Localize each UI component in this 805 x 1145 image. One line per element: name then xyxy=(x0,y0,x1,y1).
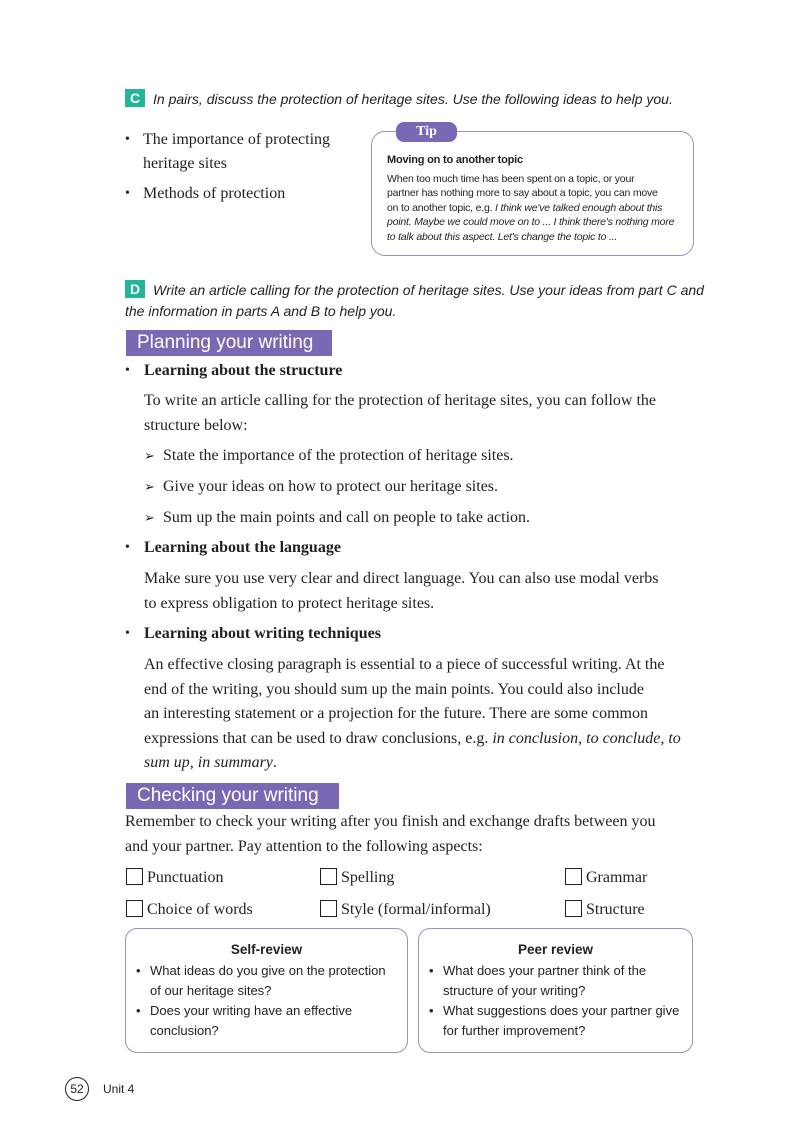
checklist-item[interactable]: Structure xyxy=(565,898,645,923)
list-text: What ideas do you give on the protection xyxy=(150,963,386,978)
text-line: structure below: xyxy=(144,416,248,434)
text-plain: . xyxy=(272,754,277,771)
text-line: and your partner. Pay attention to the following aspects: xyxy=(125,837,483,855)
tip-line: When too much time has been spent on a topic, or your xyxy=(387,172,635,185)
list-text: What suggestions does your partner give xyxy=(443,1003,680,1018)
arrow-icon: ➢ xyxy=(144,510,155,525)
tip-line: point. Maybe we could move on to ... I think there's nothing more xyxy=(387,216,675,228)
bullet-text: The importance of protecting xyxy=(143,131,331,148)
peer-review-title: Peer review xyxy=(517,942,594,957)
section-c-bullet-1: • The importance of protecting heritage sites xyxy=(125,128,365,176)
text-line: end of the writing, you should sum up the main points. You could also include xyxy=(144,680,644,698)
text-line xyxy=(144,727,724,752)
text-line: an interesting statement or a projection for the future. There are some common xyxy=(144,705,648,722)
list-text: conclusion? xyxy=(150,1023,219,1038)
tip-label: Tip xyxy=(396,122,457,142)
list-text: of our heritage sites? xyxy=(150,983,272,998)
arrow-icon: ➢ xyxy=(144,448,155,463)
bullet-text: Methods of protection xyxy=(143,185,286,202)
checkbox[interactable] xyxy=(126,900,143,917)
tip-line: partner has nothing more to say about a topic, you can move xyxy=(387,187,658,199)
structure-block: • Learning about the structure xyxy=(125,362,343,379)
section-d-instruction: D Write an article calling for the protection of heritage sites. Use your ideas from part C and the information in parts A and B to help you. xyxy=(125,281,704,319)
tip-line: to talk about this aspect. Let's change the topic to ... xyxy=(387,230,618,243)
checkbox[interactable] xyxy=(565,868,582,885)
checkbox[interactable] xyxy=(565,900,582,917)
list-item: • What does your partner think of the structure of your writing? xyxy=(419,961,692,1001)
bullet-text: heritage sites xyxy=(143,155,227,172)
text-line: To write an article calling for the protection of heritage sites, you can follow the xyxy=(144,392,657,409)
tip-content xyxy=(387,153,687,244)
checklist-item[interactable]: Style (formal/informal) xyxy=(320,898,491,923)
structure-text xyxy=(144,389,724,438)
language-text xyxy=(144,567,724,616)
list-text: for further improvement? xyxy=(443,1023,586,1038)
tip-text: on to another topic, e.g. xyxy=(387,201,496,214)
section-c-bullet-2: • Methods of protection xyxy=(125,182,365,206)
list-item: • Does your writing have an effective conclusion? xyxy=(126,1001,407,1041)
arrow-icon: ➢ xyxy=(144,479,155,494)
checkbox[interactable] xyxy=(320,868,337,885)
self-review-box xyxy=(125,928,408,1053)
text-plain: expressions that can be used to draw conclusions, e.g. xyxy=(144,729,493,747)
list-item: • What ideas do you give on the protection of our heritage sites? xyxy=(126,961,407,1001)
text-italic: in conclusion, to conclude, to xyxy=(492,729,681,747)
text-line: An effective closing paragraph is essential to a piece of successful writing. At the xyxy=(144,656,665,673)
text-line: Make sure you use very clear and direct language. You can also use modal verbs xyxy=(144,570,659,587)
language-heading: Learning about the language xyxy=(144,539,341,556)
structure-heading: Learning about the structure xyxy=(144,362,343,379)
checkbox[interactable] xyxy=(320,900,337,917)
step-2: ➢ Give your ideas on how to protect our heritage sites. xyxy=(144,475,498,500)
checklist-item[interactable]: Choice of words xyxy=(126,898,253,923)
list-text: structure of your writing? xyxy=(443,983,586,998)
text-line: Remember to check your writing after you finish and exchange drafts between you xyxy=(125,813,656,830)
list-text: Does your writing have an effective xyxy=(150,1003,353,1018)
checking-banner: Checking your writing xyxy=(126,783,339,809)
step-1: ➢ State the importance of the protection of heritage sites. xyxy=(144,444,514,469)
language-heading-row: • Learning about the language xyxy=(125,539,341,556)
unit-label: Unit 4 xyxy=(103,1082,135,1096)
tip-line xyxy=(387,201,687,216)
section-c-letter: C xyxy=(125,89,145,107)
text-italic: sum up, in summary xyxy=(144,754,273,771)
page-number: 52 xyxy=(65,1077,89,1101)
tip-heading: Moving on to another topic xyxy=(387,154,523,166)
text-line: to express obligation to protect heritage sites. xyxy=(144,594,435,612)
planning-banner: Planning your writing xyxy=(126,330,332,356)
self-review-title: Self-review xyxy=(230,942,303,957)
peer-review-box xyxy=(418,928,693,1053)
step-3: ➢ Sum up the main points and call on people to take action. xyxy=(144,506,530,531)
tip-example: I think we've talked enough about this xyxy=(495,201,663,214)
checkbox[interactable] xyxy=(126,868,143,885)
list-text: What does your partner think of the xyxy=(443,963,647,978)
section-c-instruction: C In pairs, discuss the protection of heritage sites. Use the following ideas to help you. xyxy=(125,89,673,109)
list-item: • What suggestions does your partner give for further improvement? xyxy=(419,1001,692,1041)
techniques-heading-row: • Learning about writing techniques xyxy=(125,625,381,642)
text-line xyxy=(144,751,724,776)
techniques-text xyxy=(144,653,724,776)
techniques-heading: Learning about writing techniques xyxy=(144,625,381,642)
checking-text xyxy=(125,810,725,859)
checklist-item[interactable]: Spelling xyxy=(320,866,394,891)
section-d-letter: D xyxy=(125,280,145,298)
checklist-item[interactable]: Punctuation xyxy=(126,866,223,891)
checklist-item[interactable]: Grammar xyxy=(565,866,647,891)
